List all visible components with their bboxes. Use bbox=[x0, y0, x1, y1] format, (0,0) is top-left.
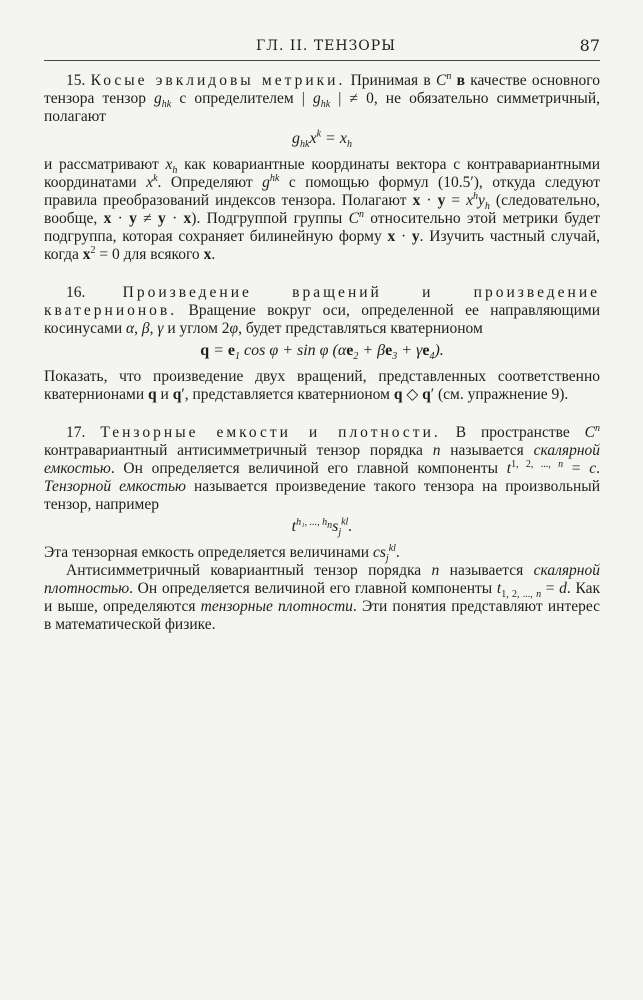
exercise-16-text: Показать, что произведение двух вращений, представленных соответственно кватернионами q и q′, представляется кватернионом q ◇ q′ (см. упражнение 9). bbox=[44, 368, 600, 403]
exercise-17 bbox=[44, 424, 600, 634]
formula-tensor-capacity: $t^{h_1, ..., h_n}s_j^{kl}$. bbox=[291, 516, 353, 539]
exercise-title: Косые эвклидовы метрики. bbox=[90, 72, 346, 89]
exercise-17-density: Антисимметричный ковариантный тензор порядка n называется скалярной плотностью. Он определяется величиной его главной компоненты $t_{1, 2, ..., n} = d$. Как и выше, определяются тензорные плотности. Эти понятия представляют интерес в математической физике. bbox=[44, 562, 601, 633]
exercise-number: 15. bbox=[66, 72, 86, 89]
exercise-16 bbox=[44, 284, 600, 404]
page-header bbox=[44, 38, 600, 61]
formula-quaternion: $q = e_1$ cos φ + sin φ $(\alpha e_2 + \beta e_3 + \gamma e_4)$. bbox=[200, 342, 444, 363]
exercise-15-text: и рассматривают $x_h$ как ковариантные координаты вектора с контравариантными координатами $x^k$. Определяют $g^{hk}$ с помощью формул (10.5′), откуда следуют правила преобразований индексов тензора. Полагают $x \cdot y = x^hy_h$ (следовательно, вообще, x · y ≠ y · x). Подгруппой группы $C^n$ относительно этой метрики будет подгруппа, которая сохраняет билинейную форму x · y. Изучить частный случай, когда $x^2 = 0$ для всякого x. bbox=[44, 156, 600, 263]
exercise-title: Тензорные емкости и плотности. bbox=[100, 424, 441, 441]
exercise-title: Произведение вращений и произведение кватернионов. bbox=[44, 284, 601, 319]
formula-lowering: $g_{hk}x^k = x_h$ bbox=[292, 128, 352, 151]
exercise-16-intro: 16. Произведение вращений и произведение кватернионов. Вращение вокруг оси, определенной ее направляющими косинусами α, β, γ и углом 2φ, будет представляться кватернионом bbox=[44, 284, 601, 337]
exercise-15-intro: 15. Косые эвклидовы метрики. Принимая в $C^n$ в качестве основного тензора тензор $g_{hk}$ с определителем | $g_{hk}$ | ≠ 0, не обязательно симметричный, полагают bbox=[44, 70, 601, 125]
exercise-17-text: Эта тензорная емкость определяется величинами $cs_j^{kl}$. bbox=[44, 542, 400, 565]
page-body bbox=[44, 72, 600, 634]
exercise-number: 17. bbox=[66, 424, 86, 441]
exercise-17-intro: 17. Тензорные емкости и плотности. В пространстве $C^n$ контравариантный антисимметричный тензор порядка n называется скалярной емкостью. Он определяется величиной его главной компоненты $t^{1, 2, ..., n} = c$. Тензорной емкостью называется произведение такого тензора на произвольный тензор, например bbox=[44, 422, 601, 513]
exercise-number: 16. bbox=[66, 284, 86, 301]
running-title: ГЛ. II. ТЕНЗОРЫ bbox=[256, 38, 396, 54]
exercise-15 bbox=[44, 72, 600, 264]
page-number: 87 bbox=[579, 36, 600, 55]
